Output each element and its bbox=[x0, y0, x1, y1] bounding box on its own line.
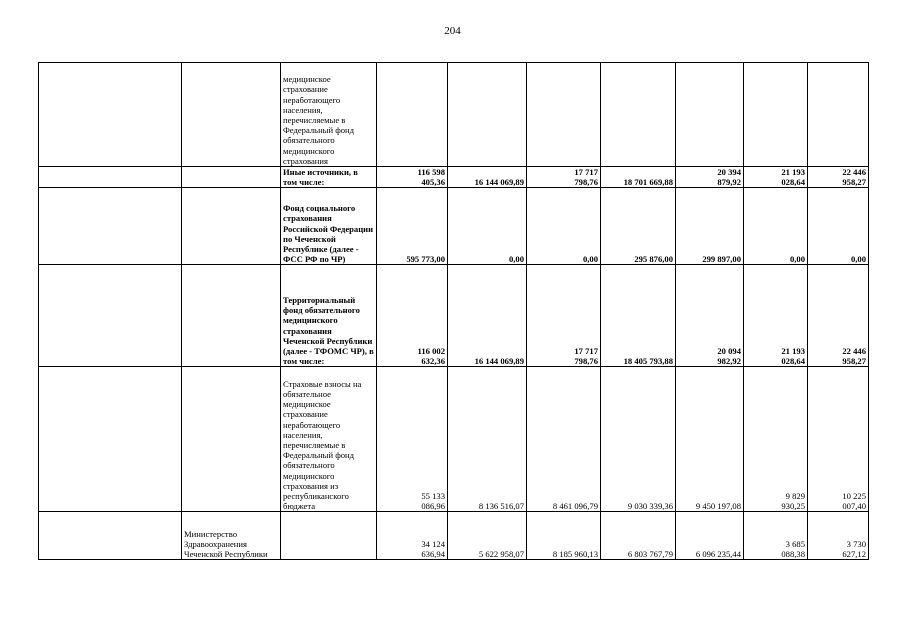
value-cell: 10 225 007,40 bbox=[808, 367, 869, 512]
value-cell: 9 030 339,36 bbox=[601, 367, 676, 512]
organization-cell bbox=[182, 63, 281, 167]
blank-cell bbox=[39, 512, 182, 560]
source-label-cell: Иные источники, в том числе: bbox=[281, 167, 377, 188]
value-cell: 5 622 958,07 bbox=[448, 512, 527, 560]
source-label-cell: медицинское страхование неработающего населения, перечисляемые в Федеральный фонд обязательного медицинского страхования bbox=[281, 63, 377, 167]
value-cell: 0,00 bbox=[448, 188, 527, 265]
value-cell: 595 773,00 bbox=[377, 188, 448, 265]
value-cell: 17 717 798,76 bbox=[527, 265, 601, 367]
organization-cell bbox=[182, 167, 281, 188]
value-cell bbox=[676, 63, 744, 167]
table-row bbox=[39, 167, 869, 188]
source-label-cell: Территориальный фонд обязательного медицинского страхования Чеченской Республики (далее - ТФОМС ЧР), в том числе: bbox=[281, 265, 377, 367]
blank-cell bbox=[39, 367, 182, 512]
value-cell: 55 133 086,96 bbox=[377, 367, 448, 512]
value-cell: 18 405 793,88 bbox=[601, 265, 676, 367]
table-row bbox=[39, 367, 869, 512]
value-cell: 8 136 516,07 bbox=[448, 367, 527, 512]
value-cell: 18 701 669,88 bbox=[601, 167, 676, 188]
table-row bbox=[39, 188, 869, 265]
organization-cell: Министерство Здравоохранения Чеченской Республики bbox=[182, 512, 281, 560]
source-label-cell: Страховые взносы на обязательное медицинское страхование неработающего населения, перечисляемые в Федеральный фонд обязательного медицинского страхования из республиканского бюджета bbox=[281, 367, 377, 512]
budget-table bbox=[38, 62, 869, 560]
source-label-cell bbox=[281, 512, 377, 560]
value-cell: 3 685 088,38 bbox=[744, 512, 808, 560]
organization-cell bbox=[182, 265, 281, 367]
value-cell: 8 185 960,13 bbox=[527, 512, 601, 560]
value-cell: 34 124 636,94 bbox=[377, 512, 448, 560]
value-cell: 20 094 982,92 bbox=[676, 265, 744, 367]
value-cell bbox=[527, 63, 601, 167]
value-cell bbox=[744, 63, 808, 167]
value-cell: 0,00 bbox=[808, 188, 869, 265]
value-cell bbox=[448, 63, 527, 167]
value-cell: 295 876,00 bbox=[601, 188, 676, 265]
value-cell bbox=[601, 63, 676, 167]
value-cell: 299 897,00 bbox=[676, 188, 744, 265]
value-cell: 9 450 197,08 bbox=[676, 367, 744, 512]
value-cell: 9 829 930,25 bbox=[744, 367, 808, 512]
blank-cell bbox=[39, 265, 182, 367]
value-cell: 22 446 958,27 bbox=[808, 167, 869, 188]
value-cell: 16 144 069,89 bbox=[448, 167, 527, 188]
value-cell bbox=[377, 63, 448, 167]
value-cell: 0,00 bbox=[527, 188, 601, 265]
value-cell: 3 730 627,12 bbox=[808, 512, 869, 560]
value-cell: 0,00 bbox=[744, 188, 808, 265]
blank-cell bbox=[39, 63, 182, 167]
table-row bbox=[39, 265, 869, 367]
organization-cell bbox=[182, 367, 281, 512]
value-cell: 21 193 028,64 bbox=[744, 265, 808, 367]
value-cell: 22 446 958,27 bbox=[808, 265, 869, 367]
value-cell: 116 598 405,36 bbox=[377, 167, 448, 188]
value-cell: 16 144 069,89 bbox=[448, 265, 527, 367]
page-number: 204 bbox=[444, 25, 461, 37]
value-cell: 8 461 096,79 bbox=[527, 367, 601, 512]
source-label-cell: Фонд социального страхования Российской Федерации по Чеченской Республике (далее - ФСС РФ по ЧР) bbox=[281, 188, 377, 265]
blank-cell bbox=[39, 167, 182, 188]
value-cell: 17 717 798,76 bbox=[527, 167, 601, 188]
value-cell: 21 193 028,64 bbox=[744, 167, 808, 188]
table-row bbox=[39, 63, 869, 167]
value-cell: 116 002 632,36 bbox=[377, 265, 448, 367]
value-cell bbox=[808, 63, 869, 167]
blank-cell bbox=[39, 188, 182, 265]
table-row bbox=[39, 512, 869, 560]
value-cell: 20 394 879,92 bbox=[676, 167, 744, 188]
value-cell: 6 803 767,79 bbox=[601, 512, 676, 560]
organization-cell bbox=[182, 188, 281, 265]
value-cell: 6 096 235,44 bbox=[676, 512, 744, 560]
